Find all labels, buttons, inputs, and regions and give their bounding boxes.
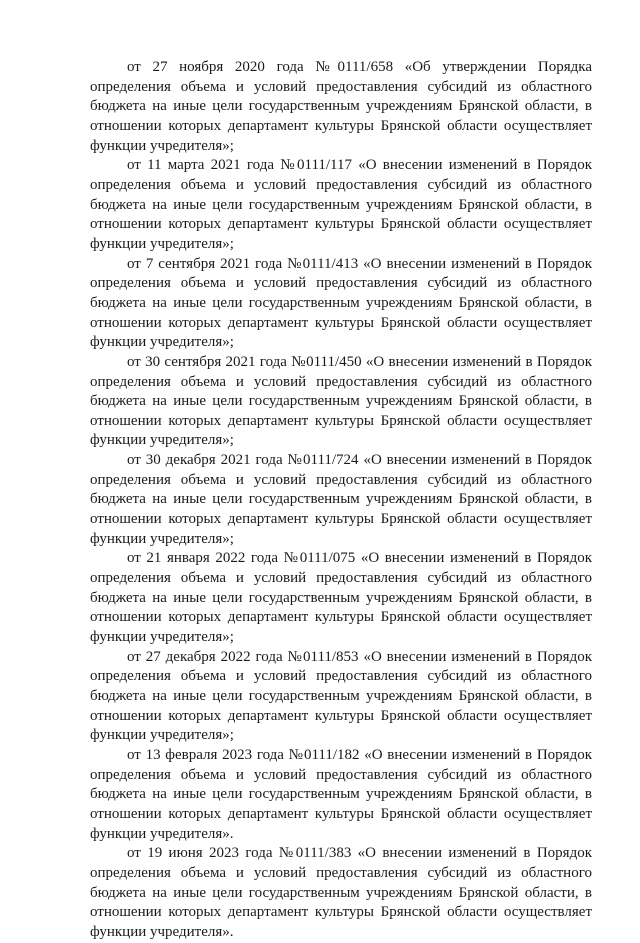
paragraph-decree-2020-11-27: от 27 ноября 2020 года №0111/658 «Об утверждении Порядка определения объема и условий предоставления субсидий из областного бюджета на иные цели государственным учреждениям Брянской области, в отношении которых департамент культуры Брянской области осуществляет функции учредителя»; bbox=[90, 59, 592, 154]
document-body bbox=[90, 58, 592, 943]
paragraph-decree-2021-09-30: от 30 сентября 2021 года №0111/450 «О внесении изменений в Порядок определения объема и условий предоставления субсидий из областного бюджета на иные цели государственным учреждениям Брянской области, в отношении которых департамент культуры Брянской области осуществляет функции учредителя»; bbox=[90, 353, 592, 449]
paragraph-decree-2022-12-27: от 27 декабря 2022 года №0111/853 «О внесении изменений в Порядок определения объема и условий предоставления субсидий из областного бюджета на иные цели государственным учреждениям Брянской области, в отношении которых департамент культуры Брянской области осуществляет функции учредителя»; bbox=[90, 648, 592, 744]
paragraph-decree-2023-06-19: от 19 июня 2023 года №0111/383 «О внесении изменений в Порядок определения объема и условий предоставления субсидий из областного бюджета на иные цели государственным учреждениям Брянской области, в отношении которых департамент культуры Брянской области осуществляет функции учредителя». bbox=[90, 845, 592, 940]
paragraph-decree-2021-09-07: от 7 сентября 2021 года №0111/413 «О внесении изменений в Порядок определения объема и условий предоставления субсидий из областного бюджета на иные цели государственным учреждениям Брянской области, в отношении которых департамент культуры Брянской области осуществляет функции учредителя»; bbox=[90, 255, 592, 351]
paragraph-decree-2021-03-11: от 11 марта 2021 года №0111/117 «О внесении изменений в Порядок определения объема и условий предоставления субсидий из областного бюджета на иные цели государственным учреждениям Брянской области, в отношении которых департамент культуры Брянской области осуществляет функции учредителя»; bbox=[90, 157, 592, 252]
paragraph-decree-2021-12-30: от 30 декабря 2021 года №0111/724 «О внесении изменений в Порядок определения объема и условий предоставления субсидий из областного бюджета на иные цели государственным учреждениям Брянской области, в отношении которых департамент культуры Брянской области осуществляет функции учредителя»; bbox=[90, 452, 592, 547]
paragraph-decree-2023-02-13: от 13 февраля 2023 года №0111/182 «О внесении изменений в Порядок определения объема и условий предоставления субсидий из областного бюджета на иные цели государственным учреждениям Брянской области, в отношении которых департамент культуры Брянской области осуществляет функции учредителя». bbox=[90, 746, 592, 842]
paragraph-decree-2022-01-21: от 21 января 2022 года №0111/075 «О внесении изменений в Порядок определения объема и условий предоставления субсидий из областного бюджета на иные цели государственным учреждениям Брянской области, в отношении которых департамент культуры Брянской области осуществляет функции учредителя»; bbox=[90, 550, 592, 646]
